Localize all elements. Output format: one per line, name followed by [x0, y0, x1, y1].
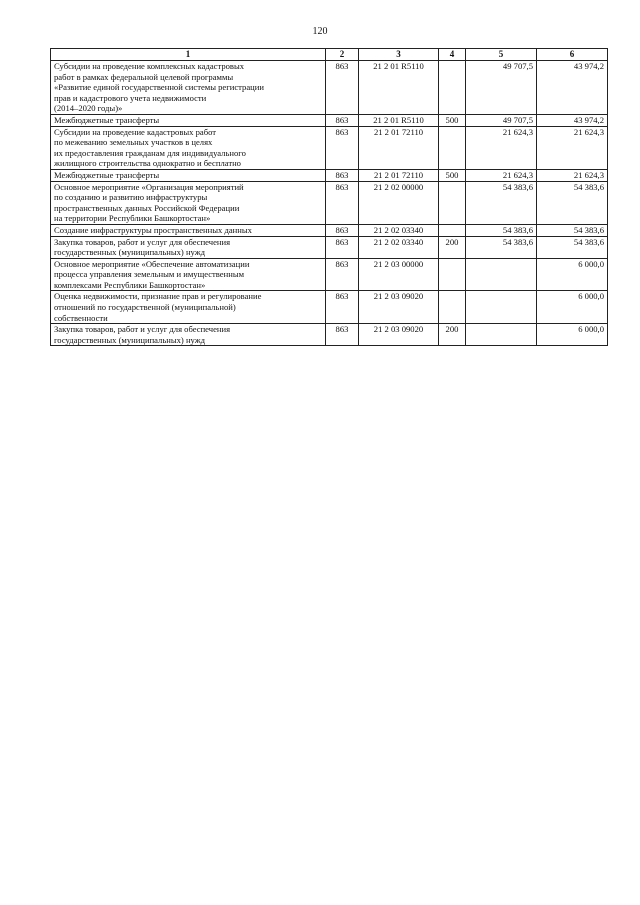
table-row [51, 258, 608, 291]
row-grbs-code: 863 [326, 126, 359, 169]
row-name: Межбюджетные трансферты [51, 114, 326, 126]
row-name: Субсидии на проведение кадастровых работ по межеванию земельных участков в целях их предоставления гражданам для индивидуального жилищного строительства однократно и бесплатно [51, 126, 326, 169]
row-expense-type: 200 [439, 236, 466, 258]
table-row [51, 291, 608, 324]
row-grbs-code: 863 [326, 224, 359, 236]
row-amount-col6: 6 000,0 [537, 291, 608, 324]
row-name: Основное мероприятие «Обеспечение автоматизации процесса управления земельным и имущественным комплексами Республики Башкортостан» [51, 258, 326, 291]
row-amount-col5: 21 624,3 [466, 126, 537, 169]
row-amount-col6: 6 000,0 [537, 324, 608, 346]
row-amount-col5: 21 624,3 [466, 169, 537, 181]
column-header: 2 [326, 49, 359, 61]
row-expense-type [439, 181, 466, 224]
row-grbs-code: 863 [326, 114, 359, 126]
row-target-article: 21 2 01 72110 [359, 169, 439, 181]
row-grbs-code: 863 [326, 181, 359, 224]
table-row [51, 126, 608, 169]
row-name: Оценка недвижимости, признание прав и регулирование отношений по государственной (муниципальной) собственности [51, 291, 326, 324]
table-row [51, 169, 608, 181]
row-target-article: 21 2 03 09020 [359, 324, 439, 346]
row-amount-col5: 54 383,6 [466, 181, 537, 224]
row-expense-type [439, 291, 466, 324]
row-grbs-code: 863 [326, 61, 359, 115]
table-row [51, 61, 608, 115]
row-amount-col6: 43 974,2 [537, 61, 608, 115]
row-name: Межбюджетные трансферты [51, 169, 326, 181]
row-amount-col5: 49 707,5 [466, 61, 537, 115]
row-amount-col6: 21 624,3 [537, 169, 608, 181]
row-amount-col6: 54 383,6 [537, 181, 608, 224]
row-target-article: 21 2 03 09020 [359, 291, 439, 324]
row-target-article: 21 2 01 R5110 [359, 114, 439, 126]
row-grbs-code: 863 [326, 291, 359, 324]
column-header: 3 [359, 49, 439, 61]
row-target-article: 21 2 02 03340 [359, 236, 439, 258]
column-header: 5 [466, 49, 537, 61]
row-grbs-code: 863 [326, 169, 359, 181]
table-row [51, 324, 608, 346]
row-amount-col5: 49 707,5 [466, 114, 537, 126]
row-amount-col6: 43 974,2 [537, 114, 608, 126]
table-header-row [51, 49, 608, 61]
row-expense-type: 500 [439, 114, 466, 126]
row-grbs-code: 863 [326, 324, 359, 346]
row-amount-col6: 54 383,6 [537, 236, 608, 258]
column-header: 4 [439, 49, 466, 61]
row-amount-col5 [466, 324, 537, 346]
row-grbs-code: 863 [326, 236, 359, 258]
row-amount-col5 [466, 258, 537, 291]
row-name: Закупка товаров, работ и услуг для обеспечения государственных (муниципальных) нужд [51, 236, 326, 258]
row-expense-type [439, 61, 466, 115]
row-target-article: 21 2 02 03340 [359, 224, 439, 236]
row-name: Создание инфраструктуры пространственных данных [51, 224, 326, 236]
row-amount-col5: 54 383,6 [466, 236, 537, 258]
row-name: Закупка товаров, работ и услуг для обеспечения государственных (муниципальных) нужд [51, 324, 326, 346]
table-row [51, 236, 608, 258]
row-amount-col6: 21 624,3 [537, 126, 608, 169]
row-expense-type: 500 [439, 169, 466, 181]
table-row [51, 114, 608, 126]
column-header: 6 [537, 49, 608, 61]
row-amount-col5 [466, 291, 537, 324]
table-row [51, 181, 608, 224]
row-amount-col6: 6 000,0 [537, 258, 608, 291]
row-amount-col6: 54 383,6 [537, 224, 608, 236]
page-number: 120 [312, 26, 328, 37]
row-target-article: 21 2 01 R5110 [359, 61, 439, 115]
budget-table [50, 48, 608, 346]
table-row [51, 224, 608, 236]
row-name: Основное мероприятие «Организация мероприятий по созданию и развитию инфраструктуры пространственных данных Российской Федерации на территории Республики Башкортостан» [51, 181, 326, 224]
row-expense-type [439, 224, 466, 236]
row-target-article: 21 2 02 00000 [359, 181, 439, 224]
row-grbs-code: 863 [326, 258, 359, 291]
row-target-article: 21 2 03 00000 [359, 258, 439, 291]
row-target-article: 21 2 01 72110 [359, 126, 439, 169]
row-expense-type [439, 258, 466, 291]
row-amount-col5: 54 383,6 [466, 224, 537, 236]
column-header: 1 [51, 49, 326, 61]
row-expense-type: 200 [439, 324, 466, 346]
row-expense-type [439, 126, 466, 169]
row-name: Субсидии на проведение комплексных кадастровых работ в рамках федеральной целевой программы «Развитие единой государственной системы регистрации прав и кадастрового учета недвижимости (2014–2020 годы)» [51, 61, 326, 115]
